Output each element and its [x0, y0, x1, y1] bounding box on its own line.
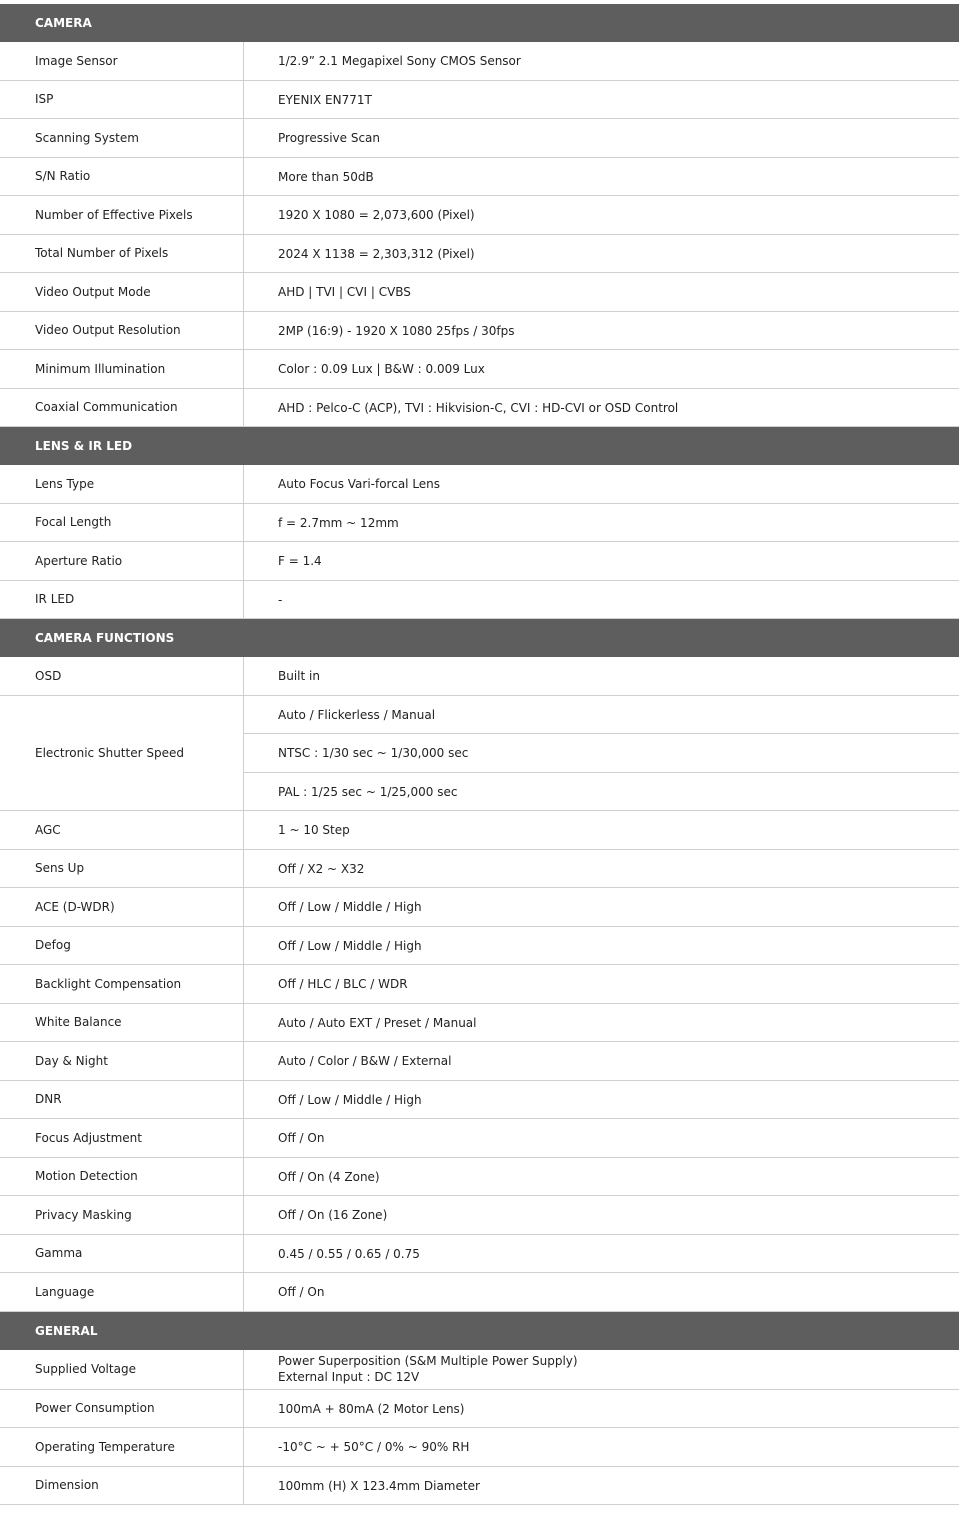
spec-label: DNR	[35, 1092, 62, 1107]
spec-label: OSD	[35, 668, 62, 683]
value-column-divider	[243, 1235, 244, 1273]
spec-label: Coaxial Communication	[35, 400, 178, 415]
spec-value: 1/2.9” 2.1 Megapixel Sony CMOS Sensor	[278, 54, 521, 69]
spec-row	[0, 1235, 959, 1274]
spec-row	[0, 1004, 959, 1043]
spec-row	[0, 1273, 959, 1312]
spec-value: More than 50dB	[278, 169, 374, 184]
value-column-divider	[243, 1390, 244, 1428]
spec-value: Off / Low / Middle / High	[278, 900, 422, 915]
spec-value: 1920 X 1080 = 2,073,600 (Pixel)	[278, 208, 475, 223]
value-column-divider	[243, 1273, 244, 1311]
spec-value: Auto / Flickerless / Manual	[278, 707, 436, 722]
value-column-divider	[243, 465, 244, 503]
section-header: CAMERA FUNCTIONS	[0, 619, 959, 657]
spec-label: Focal Length	[35, 515, 112, 530]
spec-label: Total Number of Pixels	[35, 246, 169, 261]
spec-row	[0, 196, 959, 235]
spec-row	[0, 119, 959, 158]
spec-row	[0, 696, 959, 812]
spec-label: AGC	[35, 822, 61, 837]
spec-label: Number of Effective Pixels	[35, 207, 193, 222]
spec-row	[0, 273, 959, 312]
spec-label: Power Consumption	[35, 1401, 155, 1416]
spec-row	[0, 850, 959, 889]
value-column-divider	[243, 273, 244, 311]
value-column-divider	[243, 1428, 244, 1466]
value-column-divider	[243, 312, 244, 350]
spec-value: Off / Low / Middle / High	[278, 938, 422, 953]
value-column-divider	[243, 42, 244, 80]
spec-value-line: External Input : DC 12V	[278, 1370, 420, 1384]
spec-value: EYENIX EN771T	[278, 92, 372, 107]
spec-value: Color : 0.09 Lux | B&W : 0.009 Lux	[278, 362, 485, 377]
spec-row	[0, 542, 959, 581]
spec-label: White Balance	[35, 1015, 122, 1030]
spec-label: Language	[35, 1284, 95, 1299]
spec-value: Auto / Color / B&W / External	[278, 1054, 452, 1069]
spec-row	[0, 965, 959, 1004]
value-column-divider	[243, 235, 244, 273]
spec-row	[0, 312, 959, 351]
spec-row	[0, 389, 959, 428]
spec-value: Off / HLC / BLC / WDR	[278, 977, 408, 992]
value-column-divider	[243, 1119, 244, 1157]
value-column-divider	[243, 1350, 244, 1389]
spec-row	[0, 927, 959, 966]
spec-label: Operating Temperature	[35, 1439, 175, 1454]
spec-value: Off / On (16 Zone)	[278, 1208, 388, 1223]
value-column-divider	[243, 850, 244, 888]
spec-label: Backlight Compensation	[35, 976, 182, 991]
value-column-divider	[243, 1004, 244, 1042]
value-column-divider	[243, 888, 244, 926]
spec-row	[0, 1158, 959, 1197]
spec-label: Video Output Mode	[35, 284, 151, 299]
value-column-divider	[243, 504, 244, 542]
value-column-divider	[243, 119, 244, 157]
spec-row	[0, 1119, 959, 1158]
spec-row	[0, 1390, 959, 1429]
spec-value: 1 ~ 10 Step	[278, 823, 350, 838]
spec-value: f = 2.7mm ~ 12mm	[278, 515, 399, 530]
spec-label: Image Sensor	[35, 53, 118, 68]
spec-row	[0, 158, 959, 197]
value-column-divider	[243, 927, 244, 965]
spec-value: Auto Focus Vari-forcal Lens	[278, 477, 441, 492]
spec-label: Gamma	[35, 1246, 83, 1261]
spec-value: F = 1.4	[278, 554, 322, 569]
spec-row	[0, 1042, 959, 1081]
spec-value-line: Power Superposition (S&M Multiple Power Supply)	[278, 1354, 578, 1368]
spec-value: AHD : Pelco-C (ACP), TVI : Hikvision-C, CVI : HD-CVI or OSD Control	[278, 400, 679, 415]
spec-value: 2024 X 1138 = 2,303,312 (Pixel)	[278, 246, 475, 261]
spec-label: Video Output Resolution	[35, 323, 181, 338]
sub-row-divider	[244, 772, 959, 773]
spec-value: 2MP (16:9) - 1920 X 1080 25fps / 30fps	[278, 323, 515, 338]
spec-value: PAL : 1/25 sec ~ 1/25,000 sec	[278, 784, 458, 799]
spec-value: NTSC : 1/30 sec ~ 1/30,000 sec	[278, 746, 469, 761]
value-column-divider	[243, 1081, 244, 1119]
spec-label: S/N Ratio	[35, 169, 91, 184]
section-header: GENERAL	[0, 1312, 959, 1350]
spec-row	[0, 811, 959, 850]
value-column-divider	[243, 965, 244, 1003]
spec-value	[278, 1350, 949, 1389]
spec-row	[0, 1350, 959, 1390]
spec-value: AHD | TVI | CVI | CVBS	[278, 285, 411, 300]
value-column-divider	[243, 1467, 244, 1505]
spec-value: 100mm (H) X 123.4mm Diameter	[278, 1478, 480, 1493]
value-column-divider	[243, 196, 244, 234]
spec-value: Auto / Auto EXT / Preset / Manual	[278, 1015, 477, 1030]
spec-label: Privacy Masking	[35, 1207, 132, 1222]
spec-label: Focus Adjustment	[35, 1130, 142, 1145]
spec-row	[0, 1081, 959, 1120]
value-column-divider	[243, 811, 244, 849]
spec-row	[0, 81, 959, 120]
spec-label: Lens Type	[35, 476, 95, 491]
section-header: CAMERA	[0, 4, 959, 42]
spec-label: Aperture Ratio	[35, 553, 123, 568]
spec-row	[0, 888, 959, 927]
value-column-divider	[243, 1158, 244, 1196]
spec-row	[0, 235, 959, 274]
spec-value: Off / On	[278, 1285, 325, 1300]
spec-label: IR LED	[35, 592, 75, 607]
value-column-divider	[243, 581, 244, 619]
spec-label: Scanning System	[35, 130, 139, 145]
spec-row	[0, 42, 959, 81]
spec-row	[0, 465, 959, 504]
spec-label: Day & Night	[35, 1053, 108, 1068]
spec-row	[0, 1196, 959, 1235]
spec-value: 100mA + 80mA (2 Motor Lens)	[278, 1401, 465, 1416]
spec-row	[0, 350, 959, 389]
value-column-divider	[243, 696, 244, 811]
value-column-divider	[243, 350, 244, 388]
spec-row	[0, 657, 959, 696]
spec-value: Progressive Scan	[278, 131, 381, 146]
spec-value: -	[278, 592, 283, 607]
spec-row	[0, 504, 959, 543]
spec-label: Dimension	[35, 1478, 99, 1493]
spec-row	[0, 581, 959, 620]
spec-value: Off / On	[278, 1131, 325, 1146]
value-column-divider	[243, 542, 244, 580]
spec-row	[0, 1428, 959, 1467]
value-column-divider	[243, 1042, 244, 1080]
spec-label: Supplied Voltage	[35, 1362, 136, 1376]
spec-label: Minimum Illumination	[35, 361, 166, 376]
spec-value: Off / X2 ~ X32	[278, 861, 365, 876]
value-column-divider	[243, 657, 244, 695]
spec-row	[0, 1467, 959, 1506]
spec-value: -10°C ~ + 50°C / 0% ~ 90% RH	[278, 1440, 470, 1455]
value-column-divider	[243, 158, 244, 196]
spec-label: Electronic Shutter Speed	[35, 745, 184, 760]
spec-value: Off / Low / Middle / High	[278, 1092, 422, 1107]
spec-value: 0.45 / 0.55 / 0.65 / 0.75	[278, 1246, 420, 1261]
value-column-divider	[243, 389, 244, 427]
sub-row-divider	[244, 733, 959, 734]
spec-value: Off / On (4 Zone)	[278, 1169, 380, 1184]
value-column-divider	[243, 1196, 244, 1234]
spec-label: Motion Detection	[35, 1169, 138, 1184]
section-header: LENS & IR LED	[0, 427, 959, 465]
value-column-divider	[243, 81, 244, 119]
spec-label: ISP	[35, 92, 54, 107]
spec-label: Sens Up	[35, 861, 85, 876]
spec-value: Built in	[278, 669, 320, 684]
spec-label: ACE (D-WDR)	[35, 899, 115, 914]
spec-label: Defog	[35, 938, 71, 953]
